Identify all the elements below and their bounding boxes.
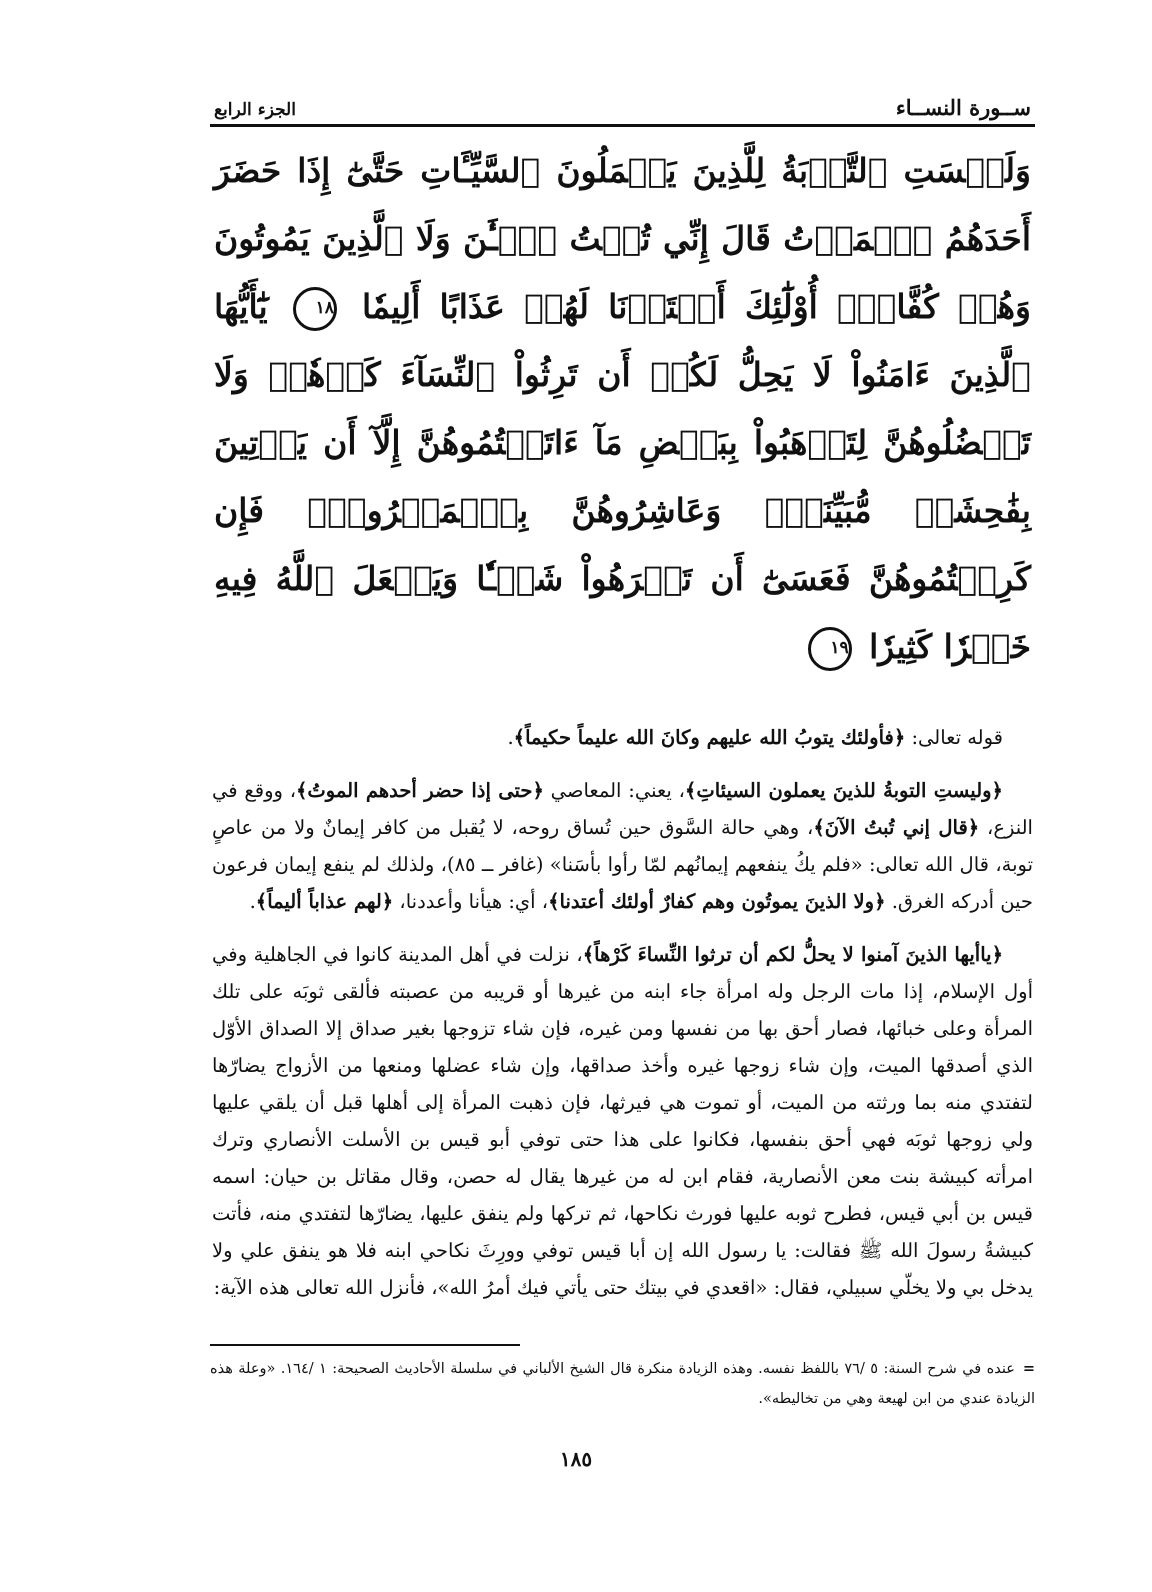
commentary-paragraph xyxy=(212,936,1033,1306)
running-header xyxy=(210,80,1035,127)
commentary-text: ، ووقع في النزع، xyxy=(212,779,1033,839)
quran-text xyxy=(210,137,1035,681)
verse-number-19: ١٩ xyxy=(808,627,852,671)
commentary xyxy=(210,719,1035,1306)
commentary-paragraph xyxy=(212,719,1033,756)
commentary-text: . xyxy=(507,726,514,749)
commentary-paragraph xyxy=(212,772,1033,920)
page xyxy=(210,80,1035,1314)
footnote-continuation-mark: = xyxy=(1022,1360,1036,1377)
page-number: ١٨٥ xyxy=(559,1447,593,1471)
quoted-verse: ﴿ياأيها الذينَ آمنوا لا يحلُّ لكم أن ترثوا النِّساءَ كَرْهاً﴾ xyxy=(582,943,1003,966)
quoted-verse: ﴿فأولئك يتوبُ الله عليهم وكانَ الله عليماً حكيماً﴾ xyxy=(513,726,906,749)
quoted-verse: ﴿ولا الذينَ يموتُون وهم كفارٌ أولئك أعتدنا﴾ xyxy=(548,890,886,913)
commentary-text: ، أي: هيأنا وأعددنا، xyxy=(393,890,549,913)
juz-title: الجزء الرابع xyxy=(214,100,296,120)
quoted-verse: ﴿لهم عذاباً أليماً﴾ xyxy=(255,890,394,913)
verse-18-text: وَلَيۡسَتِ ٱلتَّوۡبَةُ لِلَّذِينَ يَعۡمَلُونَ ٱلسَّيِّـَٔاتِ حَتَّىٰٓ إِذَا حَضَرَ أَحَدَهُمُ ٱلۡمَوۡتُ قَالَ إِنِّي تُبۡتُ ٱلۡـَٰٔنَ وَلَا ٱلَّذِينَ يَمُوتُونَ وَهُمۡ كُفَّارٌۚ أُوْلَٰٓئِكَ أَعۡتَدۡنَا لَهُمۡ عَذَابًا أَلِيمٗا xyxy=(214,151,1031,326)
verse-19-text: يَٰٓأَيُّهَا ٱلَّذِينَ ءَامَنُواْ لَا يَحِلُّ لَكُمۡ أَن تَرِثُواْ ٱلنِّسَآءَ كَرۡهٗاۖ وَلَا تَعۡضُلُوهُنَّ لِتَذۡهَبُواْ بِبَعۡضِ مَآ ءَاتَيۡتُمُوهُنَّ إِلَّآ أَن يَأۡتِينَ بِفَٰحِشَةٖ مُّبَيِّنَةٖۚ وَعَاشِرُوهُنَّ بِٱلۡمَعۡرُوفِۚ فَإِن كَرِهۡتُمُوهُنَّ فَعَسَىٰٓ أَن تَكۡرَهُواْ شَيۡـٔٗا وَيَجۡعَلَ ٱللَّهُ فِيهِ خَيۡرٗا كَثِيرٗا xyxy=(214,287,1031,666)
commentary-text: قوله تعالى: xyxy=(905,726,1003,749)
verse-number-18: ١٨ xyxy=(293,287,337,331)
quoted-verse: ﴿حتى إذا حضر أحدهم الموتُ﴾ xyxy=(296,779,544,802)
commentary-text: ، وهي حالة السَّوق حين تُساق روحه، لا يُقبل من كافر إيمانٌ ولا من عاصٍ توبة، قال الله تعالى: «فلم يكُ ينفعهم إيمانُهم لمّا رأوا بأسَنا» (غافر ــ ٨٥)، ولذلك لم ينفع إيمان فرعون حين أدركه الغرق. xyxy=(212,816,1033,913)
surah-title: ســورة النســاء xyxy=(895,95,1031,120)
commentary-text: . xyxy=(249,890,256,913)
commentary-text: ، نزلت في أهل المدينة كانوا في الجاهلية وفي أول الإسلام، إذا مات الرجل وله امرأة جاء ابنه من غيرها أو قريبه من عصبته فألقى ثوبَه على تلك المرأة وعلى خبائها، فصار أحق بها من نفسها ومن غيره، فإن شاء تزوجها بغير صداق إلا الصداق الأوّل الذي أصدقها الميت، وإن شاء زوجها غيره وأخذ صداقها، وإن شاء عضلها ومنعها من الأزواج يضارّها لتفتدي منه بما ورثته من الميت، أو تموت هي فيرثها، فإن ذهبت المرأة إلى أهلها قبل أن يلقي عليها ولي زوجها ثوبَه فهي أحق بنفسها، فكانوا على هذا حتى توفي أبو قيس بن الأسلت الأنصاري وترك امرأته كبيشة بنت معن الأنصارية، فقام ابن له من غيرها يقال له حصن، وقال مقاتل بن حيان: اسمه قيس بن أبي قيس، فطرح ثوبه عليها فورث نكاحها، ثم تركها ولم ينفق عليها، يضارّها لتفتدي منه، فأتت كبيشةُ رسولَ الله ﷺ فقالت: يا رسول الله إن أبا قيس توفي وورِثَ نكاحي ابنه فلا هو ينفق علي ولا يدخل بي ولا يخلّي سبيلي، فقال: «اقعدي في بيتك حتى يأتي فيك أمرُ الله»، فأنزل الله تعالى هذه الآية: xyxy=(212,943,1033,1299)
quoted-verse: ﴿وليستِ التوبةُ للذينَ يعملون السيئاتِ﴾ xyxy=(684,779,1003,802)
commentary-text: ، يعني: المعاصي xyxy=(543,779,685,802)
footnote-divider xyxy=(210,1344,520,1346)
footnote xyxy=(210,1354,1035,1414)
footnote-text: عنده في شرح السنة: ٥ /٧٦ باللفظ نفسه. وهذه الزيادة منكرة قال الشيخ الألباني في سلسلة الأحاديث الصحيحة: ١ /١٦٤. «وعلة هذه الزيادة عندي من ابن لهيعة وهي من تخاليطه». xyxy=(210,1361,1035,1407)
quoted-verse: ﴿قال إني تُبتُ الآنَ﴾ xyxy=(813,816,980,839)
